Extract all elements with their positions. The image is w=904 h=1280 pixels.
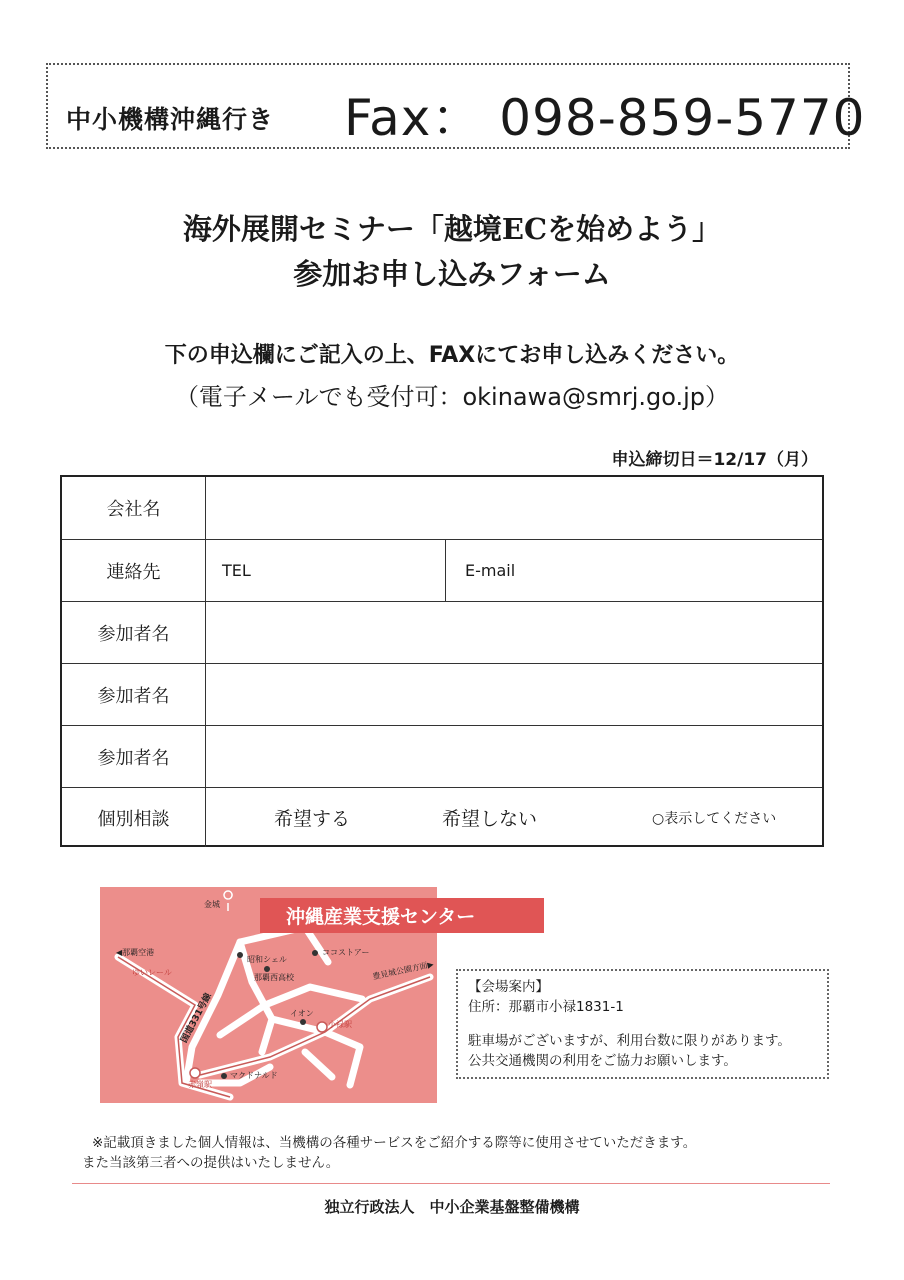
venue-info-box xyxy=(456,969,829,1079)
company-label: 会社名 xyxy=(62,477,206,539)
consult-option-no[interactable]: 希望しない xyxy=(442,808,538,830)
fax-destination: 中小機構沖縄行き xyxy=(66,105,275,134)
footer-divider xyxy=(72,1183,830,1184)
privacy-line: ※記載頂きました個人情報は、当機構の各種サービスをご紹介する際等に使用させていただきます。 xyxy=(92,1135,697,1151)
participant-label: 参加者名 xyxy=(62,664,206,725)
company-field[interactable] xyxy=(206,477,822,539)
map-banner: 沖縄産業支援センター xyxy=(260,898,544,933)
email-label: E-mail xyxy=(465,561,516,580)
consultation-row xyxy=(62,788,822,847)
consult-note: ○表示してください xyxy=(652,810,777,827)
map-label-gusuku: 金城 xyxy=(204,900,220,909)
venue-transit: 公共交通機関の利用をご協力お願いします。 xyxy=(468,1053,737,1069)
fax-number: Fax： 098-859-5770 xyxy=(344,89,866,147)
map-label-to-toyomi: 豊見城公園方面▶ xyxy=(371,959,435,982)
application-form-table xyxy=(60,475,824,847)
privacy-notice xyxy=(82,1133,697,1173)
instruction-email: （電子メールでも受付可：okinawa@smrj.go.jp） xyxy=(174,383,730,411)
map-label-akamine-station: 赤嶺駅 xyxy=(188,1080,212,1089)
participant-row xyxy=(62,664,822,726)
participant-field[interactable] xyxy=(206,664,822,725)
consultation-label: 個別相談 xyxy=(62,788,206,847)
contact-label: 連絡先 xyxy=(62,540,206,601)
form-title: 参加お申し込みフォーム xyxy=(293,257,611,291)
instruction-fax: 下の申込欄にご記入の上、FAXにてお申し込みください。 xyxy=(164,343,740,368)
privacy-line: また当該第三者への提供はいたしません。 xyxy=(82,1155,340,1171)
venue-heading: 【会場案内】 xyxy=(468,979,549,995)
participant-row xyxy=(62,602,822,664)
participant-field[interactable] xyxy=(206,726,822,787)
deadline: 申込締切日＝12/17（月） xyxy=(611,450,818,470)
map-label-coco-store: ココストアー xyxy=(322,948,370,957)
map-label-mcdonalds: マクドナルド xyxy=(230,1071,278,1080)
map-label-naha-nishi: 那覇西高校 xyxy=(254,973,294,982)
map-label-oroku-station: 小禄駅 xyxy=(328,1020,352,1029)
tel-label: TEL xyxy=(222,561,251,580)
company-row xyxy=(62,477,822,540)
participant-label: 参加者名 xyxy=(62,602,206,663)
venue-parking: 駐車場がございますが、利用台数に限りがあります。 xyxy=(468,1033,791,1049)
map-label-aeon: イオン xyxy=(290,1009,314,1018)
map-label-yui-rail: ゆいレール xyxy=(132,968,172,977)
participant-label: 参加者名 xyxy=(62,726,206,787)
tel-field[interactable] xyxy=(206,540,446,601)
consult-option-yes[interactable]: 希望する xyxy=(274,808,351,830)
seminar-title: 海外展開セミナー「越境ECを始めよう」 xyxy=(182,212,722,246)
map-label-showa-shell: 昭和シェル xyxy=(247,955,287,964)
participant-field[interactable] xyxy=(206,602,822,663)
contact-row xyxy=(62,540,822,602)
email-field[interactable] xyxy=(447,540,822,601)
venue-address: 住所：那覇市小禄1831-1 xyxy=(468,999,624,1015)
participant-row xyxy=(62,726,822,788)
organization-name: 独立行政法人 中小企業基盤整備機構 xyxy=(324,1198,580,1216)
map-label-route331: 国道331号線 xyxy=(179,991,215,1045)
map-label-airport: ◀那覇空港 xyxy=(116,948,155,957)
